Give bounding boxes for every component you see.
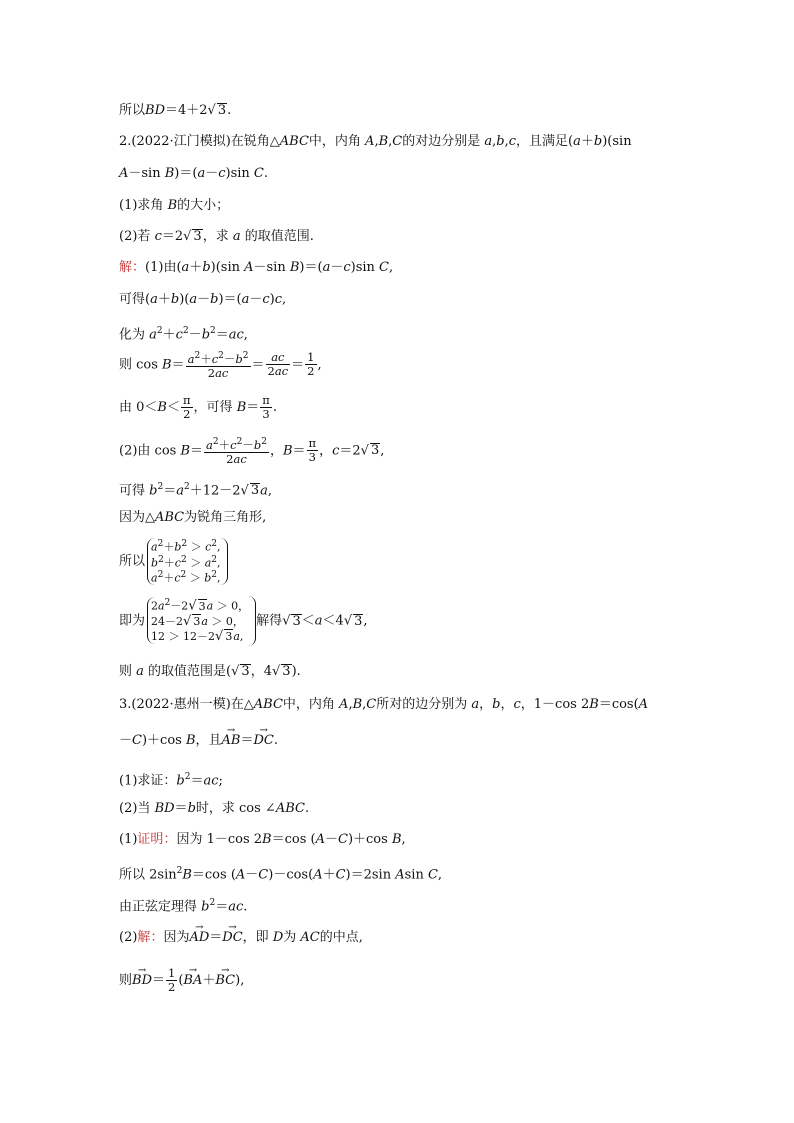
inequality-system: $2a^2-2√$ 3a ＞ 0， 24－2√ 3a ＞ 0， 12 ＞ 12－2√ 3a, (147, 597, 249, 644)
inequality-system: $a^2+b^2 > c^2$, $b^2+c^2 > a^2$, $a^2+c^2 > b^2$, (147, 538, 220, 585)
solution-label: 解 (119, 260, 133, 275)
solution-3-step-1: 所以 $2\sin^2B=\cos$ (A－C)－cos(A＋C)＝2sin Asin C, (119, 866, 443, 883)
solution-2-system-1: 所以 $a^2+b^2 > c^2$, $b^2+c^2 > a^2$, $a^2+c^2 > b^2$, (119, 538, 228, 585)
fraction: $\frac{a^2+c^2-b^2}{2ac}$ (206, 437, 267, 466)
solution-2-acute: 因为△ABC为锐角三角形, (119, 510, 267, 525)
solution-2-B-value: 由 0＜B＜ $\frac{\pi}{2}$ ，可得 B＝ $\frac{\pi}{3}$ . (119, 393, 277, 421)
fraction: $\frac{\pi}{3}$ (308, 436, 317, 465)
solution-2-cosB: 则 cos B＝ $\frac{a^2+c^2-b^2}{2ac}$ ＝ $\frac{ac}{2ac}$ ＝ $\frac{1}{2}$ , (119, 350, 322, 380)
solution-2-b-squared: 可得 $b^2=a^2+12-2√$ 3a, (119, 482, 273, 499)
solution-3-part-2: (2)解：因为→ AD＝→ DC，即 D为 AC的中点, (119, 930, 363, 946)
solution-3-step-2: 由正弦定理得 $b^2=ac$. (119, 898, 248, 915)
proof-label: 证明 (137, 832, 164, 847)
solution-label-2: 解 (137, 930, 151, 945)
problem-3-stem: 3.(2022·惠州一模)在△ABC中，内角 A,B,C所对的边分别为 a，b，c，1－cos 2B＝cos(A (119, 697, 649, 712)
problem-2-part-2: (2)若 c＝2√ 3，求 a 的取值范围. (119, 229, 314, 244)
fraction: $\frac{a^2+c^2-b^2}{2ac}$ (187, 351, 249, 380)
solution-2-answer: 则 a 的取值范围是(√ 3，4√ 3). (119, 664, 301, 679)
solution-2-part-2: (2)由 cos B＝ $\frac{a^2+c^2-b^2}{2ac}$ ，B＝ $\frac{\pi}{3}$ ，c＝2√ 3, (119, 436, 385, 466)
solution-2-system-2: 即为 $2a^2-2√$ 3a ＞ 0， 24－2√ 3a ＞ 0， 12 ＞ 12－2√ 3a, 解得√ 3＜a＜4√ 3, (119, 596, 368, 647)
problem-3-stem-cont: －C)＋cos B，且→ AB＝→ DC. (119, 733, 278, 749)
solution-2-start: 解：(1)由(a＋b)(sin A－sin B)＝(a－c)sin C, (119, 260, 394, 275)
problem-3-part-1: (1)求证：$b^2=ac$; (119, 772, 223, 789)
fraction: $\frac{1}{2}$ (168, 966, 176, 994)
line-01-text: 所以BD＝4＋2√ 3. (119, 103, 232, 118)
solution-3-vector-BD: 则→ BD＝ $\frac{1}{2}$ (→ BA＋→ BC), (119, 966, 244, 996)
problem-2-part-1: (1)求角 B的大小； (119, 198, 230, 213)
problem-3-part-2: (2)当 BD＝b时，求 cos ∠ABC. (119, 801, 310, 816)
solution-2-step-2: 化为 $a^2+c^2-b^2=ac$, (119, 326, 248, 343)
problem-2-stem: 2.(2022·江门模拟)在锐角△ABC中，内角 A,B,C的对边分别是 a,b,c，且满足(a＋b)(sin (119, 134, 632, 149)
fraction: $\frac{ac}{2ac}$ (267, 350, 289, 379)
solution-3-proof: (1)证明：因为 1－cos 2B＝cos (A－C)＋cos B, (119, 832, 406, 847)
fraction: $\frac{1}{2}$ (307, 350, 315, 379)
fraction: $\frac{\pi}{2}$ (182, 393, 191, 421)
solution-2-step-1: 可得(a＋b)(a－b)＝(a－c)c, (119, 292, 287, 307)
fraction: $\frac{\pi}{3}$ (262, 393, 270, 421)
line-01 (119, 103, 231, 119)
problem-2-stem-cont: A－sin B)＝(a－c)sin C. (119, 166, 269, 181)
